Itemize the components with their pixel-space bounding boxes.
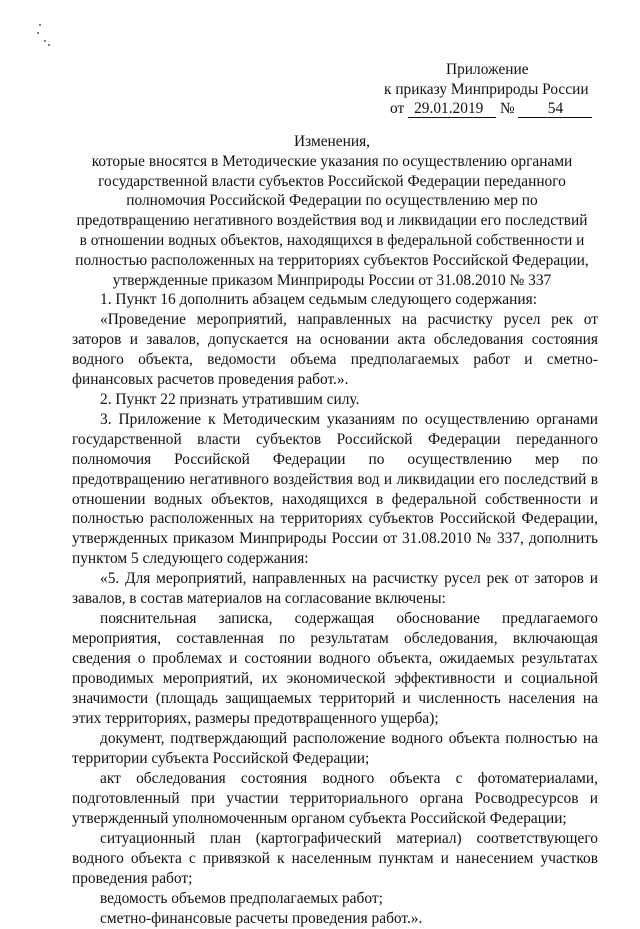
appendix-title: Приложение (446, 61, 529, 78)
appendix-order-ref: к приказу Минприроды России (384, 80, 589, 98)
paragraph-2: «Проведение мероприятий, направленных на расчистку русел рек от заторов и завалов, допускается на основании акта обследования состояния водного объекта, ведомости объема предполагаемых работ и сметно-финансовых расчетов проведения работ.». (72, 310, 598, 388)
order-number: 54 (518, 101, 592, 118)
paragraph-3: 2. Пункт 22 признать утратившим силу. (100, 390, 360, 408)
paragraph-11: сметно-финансовые расчеты проведения работ.». (100, 909, 423, 927)
paragraph-5: «5. Для мероприятий, направленных на расчистку русел рек от заторов и завалов, в состав материалов на согласование включены: (72, 570, 598, 608)
appendix-block (384, 60, 614, 119)
paragraph-10: ведомость объемов предполагаемых работ; (100, 889, 383, 907)
paragraph-4: 3. Приложение к Методическим указаниям по осуществлению органами государственной власти субъектов Российской Федерации переданного полномочия Российской Федерации по осуществлению мер по предотвращению негативного воздействия вод и ликвидации его последствий в отношении водных объектов, находящихся в федеральной собственности и полностью расположенных на территориях субъектов Российской Федерации, утвержденных приказом Минприроды России от 31.08.2010 № 337, дополнить пунктом 5 следующего содержания: (72, 410, 598, 568)
scan-specks (36, 22, 52, 48)
document-title (72, 132, 592, 290)
title-heading: Изменения, (293, 133, 370, 150)
title-subtitle: которые вносятся в Методические указания по осуществлению органами государственной власти субъектов Российской Федерации переданного полномочия Российской Федерации по осуществлению мер по предотвращению негативного воздействия вод и ликвидации его последствий в отношении водных объектов, находящихся в федеральной собственности и полностью расположенных на территориях субъектов Российской Федерации, утвержденные приказом Минприроды России от 31.08.2010 № 337 (75, 152, 589, 289)
paragraph-6: пояснительная записка, содержащая обоснование предлагаемого мероприятия, составленная по результатам обследования, включающая сведения о проблемах и состоянии водного объекта, ожидаемых результатах проводимых мероприятий, их экономической эффективности и социальной значимости (площадь защищаемых территорий и численность населения на этих территориях, размеры предотвращенного ущерба); (72, 610, 598, 728)
paragraph-8: акт обследования состояния водного объекта с фотоматериалами, подготовленный при участии территориального органа Росводресурсов и утвержденный уполномоченным органом субъекта Российской Федерации; (72, 769, 598, 827)
appendix-date-number (384, 99, 614, 119)
paragraph-7: документ, подтверждающий расположение водного объекта полностью на территории субъекта Российской Федерации; (72, 729, 598, 767)
order-date: 29.01.2019 (408, 101, 496, 118)
paragraph-1: 1. Пункт 16 дополнить абзацем седьмым следующего содержания: (100, 291, 537, 308)
date-prefix: от (390, 100, 405, 117)
number-sign: № (499, 100, 515, 117)
document-body (72, 290, 598, 929)
paragraph-9: ситуационный план (картографический материал) соответствующего водного объекта с привязкой к населенным пунктам и нанесением участков проведения работ; (72, 829, 598, 887)
